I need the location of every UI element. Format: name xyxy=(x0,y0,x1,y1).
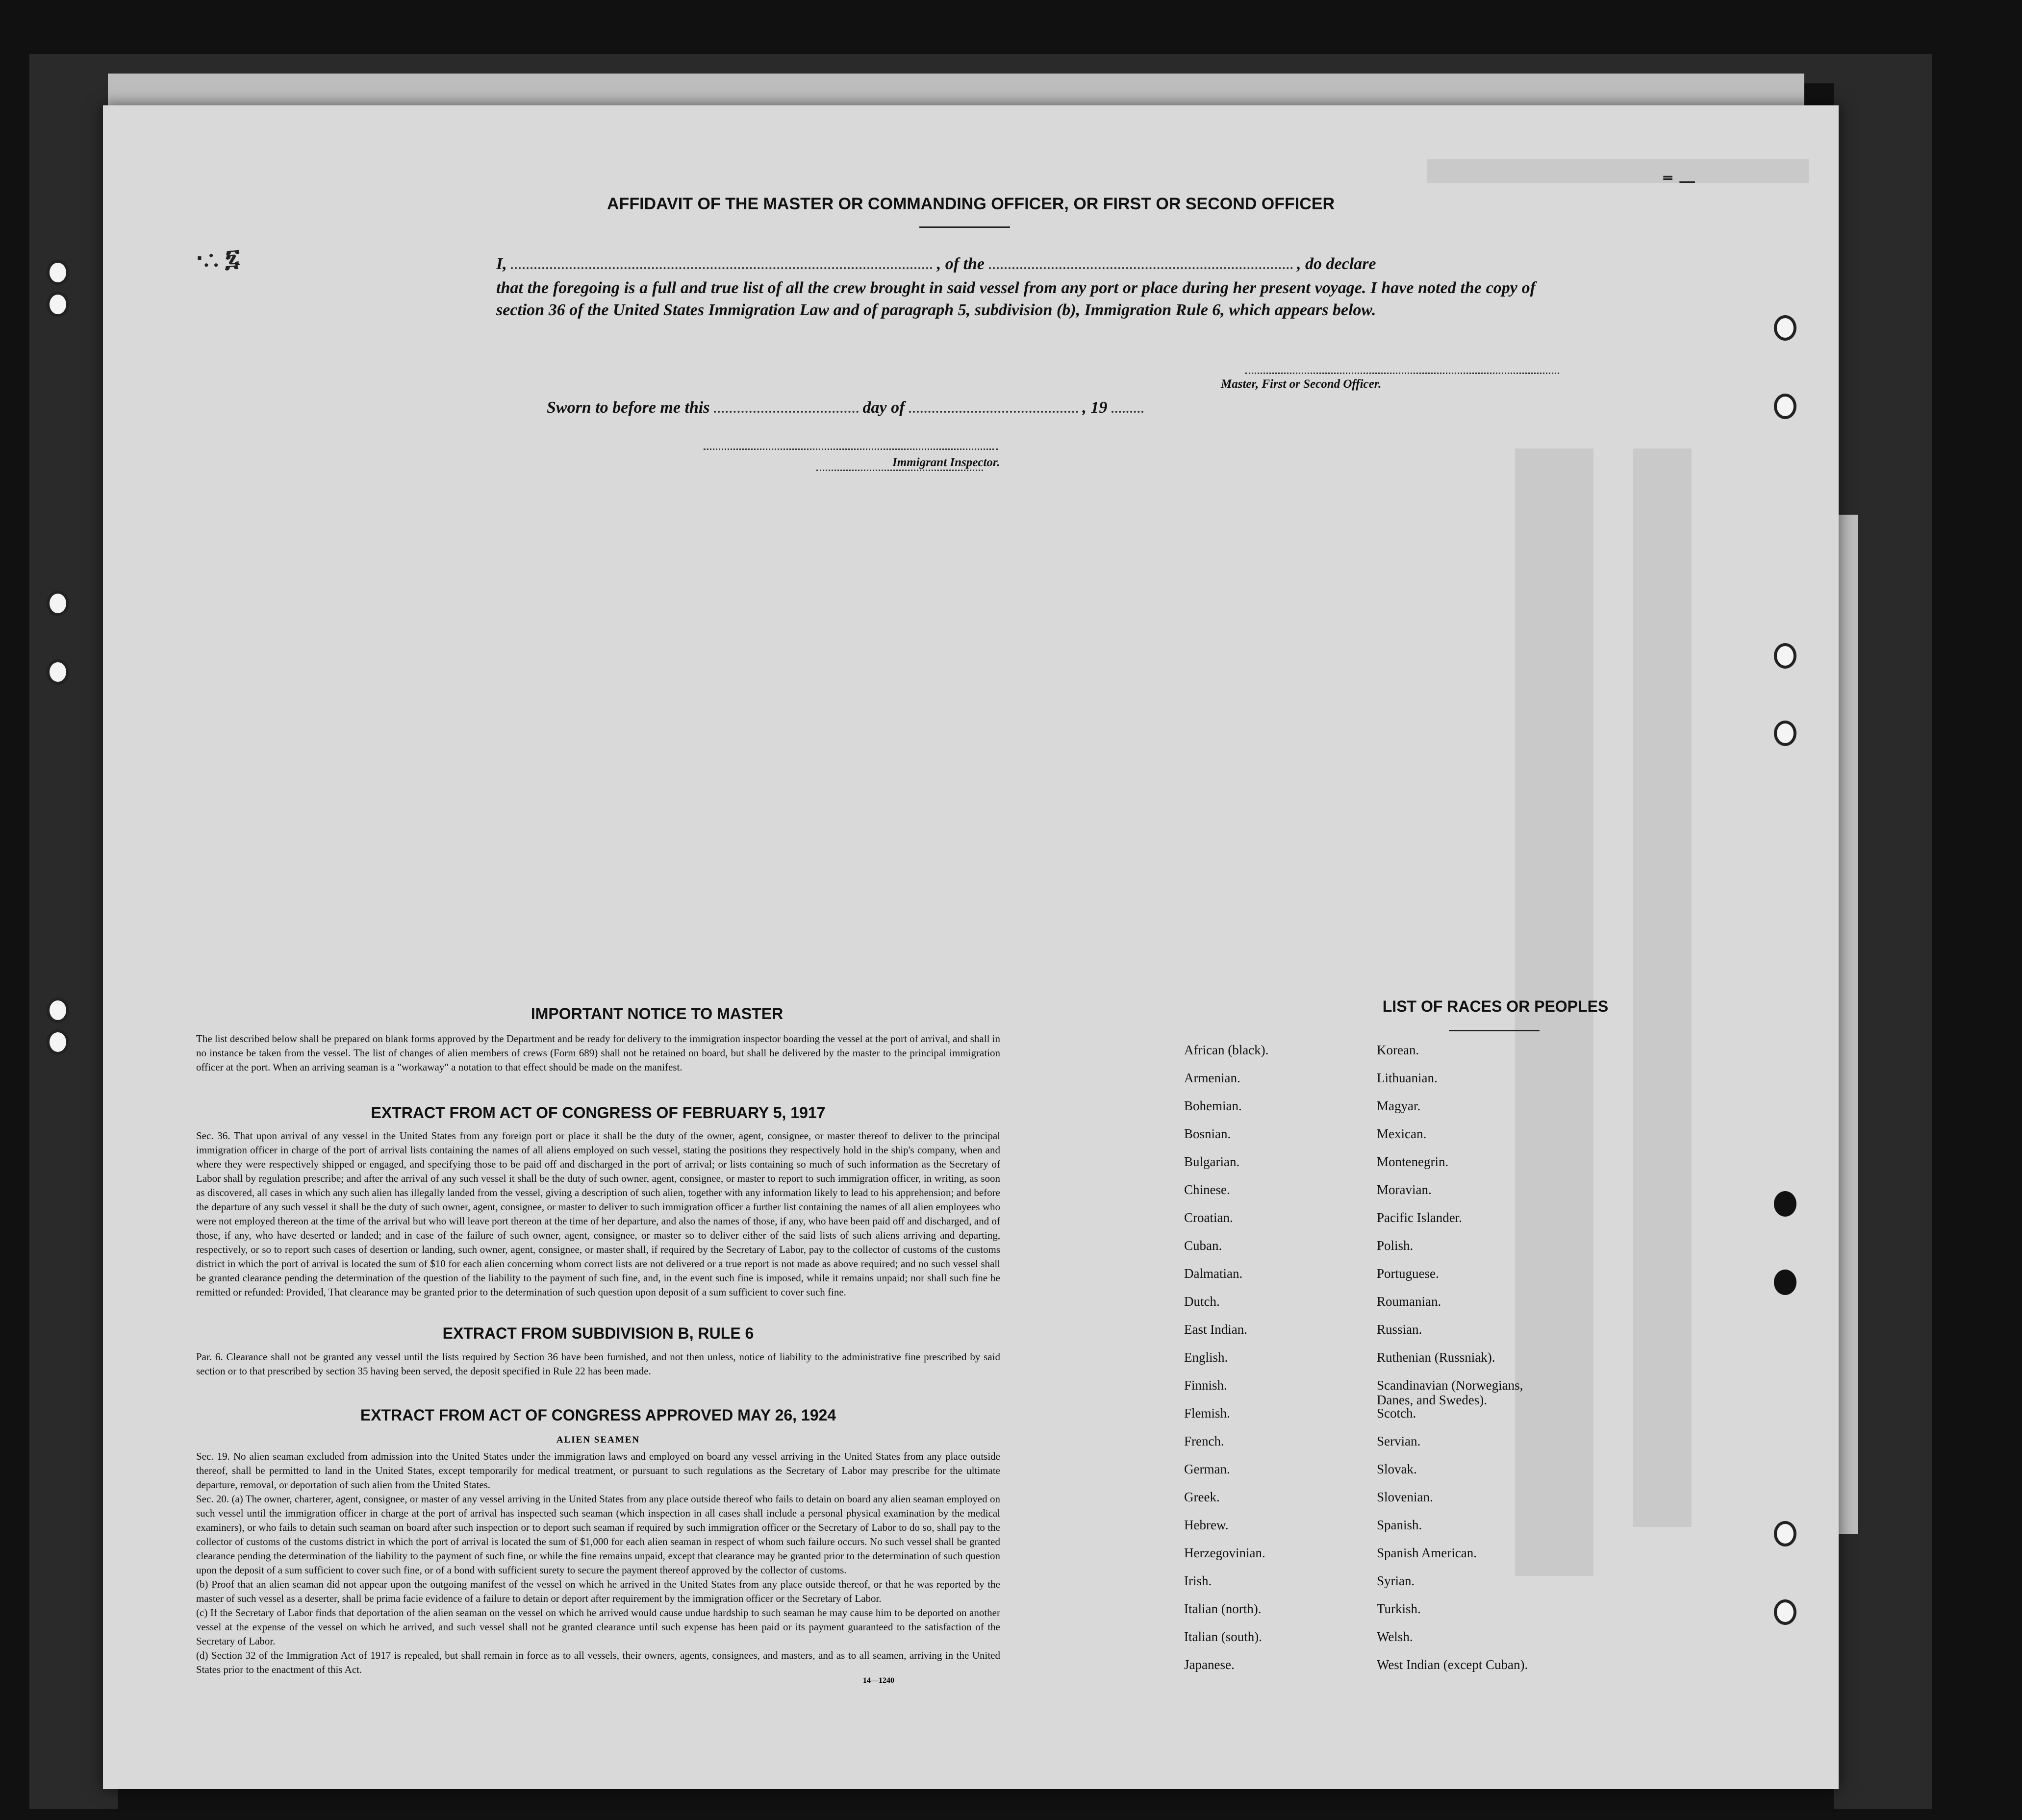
race-item: Cuban. xyxy=(1184,1238,1222,1253)
punch-hole xyxy=(1774,1191,1796,1217)
race-item: French. xyxy=(1184,1434,1224,1448)
punch-hole xyxy=(47,659,69,685)
race-item: English. xyxy=(1184,1350,1228,1365)
vessel-name-field[interactable] xyxy=(989,267,1293,269)
race-item: Ruthenian (Russniak). xyxy=(1377,1350,1495,1365)
of-the-label: , of the xyxy=(936,255,985,273)
rule-6-title: EXTRACT FROM SUBDIVISION B, RULE 6 xyxy=(442,1324,754,1342)
notice-title: IMPORTANT NOTICE TO MASTER xyxy=(531,1005,784,1022)
punch-hole xyxy=(1774,1599,1796,1625)
corner-mark-right: ⁼ ─ xyxy=(1662,170,1695,194)
race-item: Greek. xyxy=(1184,1490,1220,1504)
punch-hole xyxy=(47,1029,69,1055)
race-item: Lithuanian. xyxy=(1377,1071,1438,1085)
master-signature-caption: Master, First or Second Officer. xyxy=(1221,377,1382,391)
race-item: Scandinavian (Norwegians, Danes, and Swedes). xyxy=(1377,1378,1523,1407)
back-sheet-top xyxy=(108,74,1804,108)
race-item: Spanish American. xyxy=(1377,1546,1477,1560)
act-1924-title: EXTRACT FROM ACT OF CONGRESS APPROVED MAY 26, 1924 xyxy=(360,1406,836,1424)
race-item: Russian. xyxy=(1377,1322,1422,1337)
punch-hole xyxy=(47,997,69,1023)
race-item: Mexican. xyxy=(1377,1126,1427,1141)
sworn-day-field[interactable] xyxy=(714,411,859,413)
punch-hole xyxy=(1774,1270,1796,1295)
race-item: Dutch. xyxy=(1184,1294,1220,1309)
race-item: Moravian. xyxy=(1377,1182,1432,1197)
race-item: Bohemian. xyxy=(1184,1098,1242,1113)
act-1917-body: Sec. 36. That upon arrival of any vessel in the United States from any foreign port or place it shall be the duty of the owner, agent, consignee, or master thereof to deliver to the principal immigration officer in charge of the port of arrival lists containing the names of all aliens employed on such vessel, stating the positions they respectively hold in the ship's company, when and where they were respectively shipped or engaged, and specifying those to be paid off and discharged in the port of arrival; or lists containing so much of such information as the Secretary of Labor shall by regulation prescribe; and after the arrival of any such vessel it shall be the duty of such owner, agent, consignee, or master to report to such immigration officer, in writing, as soon as discovered, all cases in which any such alien has illegally landed from the vessel, giving a description of such alien, together with any information likely to lead to his apprehension; and before the departure of any such vessel it shall be the duty of such owner, agent, consignee, or master to deliver to such immigration officer a further list containing the names of all alien employees who were not employed thereon at the time of the arrival but who will leave port thereon at the time of her departure, and also the names of those, if any, who have been paid off and discharged, and of those, if any, who have deserted or landed; and in case of the failure of such owner, agent, consignee, or master so to deliver either of the said lists of such aliens arriving and departing, respectively, or so to report such cases of desertion or landing, such owner, agent, consignee, or master shall, if required by the Secretary of Labor, pay to the collector of customs of the customs district in which the port of arrival is located the sum of $10 for each alien concerning whom correct lists are not delivered or a true report is not made as above required; and no such vessel shall be granted clearance pending the determination of the question of the liability to the payment of such fine, and, in the event such fine is imposed, while it remains unpaid; nor shall such fine be remitted or refunded: Provided, That clearance may be granted prior to the determination of such question upon deposit of a sum sufficient to cover such fine. xyxy=(196,1130,1000,1298)
race-item: Finnish. xyxy=(1184,1378,1227,1393)
sec-20a-paragraph: Sec. 20. (a) The owner, charterer, agent, consignee, or master of any vessel arriving in the United States from any place outside thereof who fails to detain on board any alien seaman employed on such vessel until the immigration officer in charge at the port of arrival has inspected such seaman (which inspection in all cases shall include a personal physical examination by the medical examiners), or who fails to detain such seaman on board after such inspection or to deport such seaman if required by such immigration officer or the Secretary of Labor to do so, shall pay to the collector of customs of the customs district in which the port of arrival is located the sum of $1,000 for each alien seaman in respect of whom such failure occurs. No such vessel shall be granted clearance pending the determination of the liability to the payment of such fine, or while the fine remains unpaid, except that clearance may be granted prior to the determination of such question upon the deposit of a sum sufficient to cover such fine, or of a bond with sufficient surety to secure the payment thereof approved by the collector of customs. xyxy=(196,1493,1000,1576)
title-rule xyxy=(919,226,1010,228)
race-item: Dalmatian. xyxy=(1184,1266,1243,1281)
sec-19-paragraph: Sec. 19. No alien seaman excluded from admission into the United States under the immigration laws and employed on board any vessel arriving in the United States from any place outside thereof, shall be permitted to land in the United States, except temporarily for medical treatment, or pursuant to such regulations as the Secretary of Labor may prescribe for the ultimate departure, removal, or deportation of such alien from the United States. xyxy=(196,1450,1000,1491)
race-item: Welsh. xyxy=(1377,1629,1413,1644)
race-item: Flemish. xyxy=(1184,1406,1230,1421)
notice-body: The list described below shall be prepared on blank forms approved by the Department and be ready for delivery to the immigration inspector boarding the vessel at the port of arrival, and shall in no instance be taken from the vessel. The list of changes of alien members of crews (Form 689) shall not be retained on board, but shall be delivered by the master to the principal immigration officer at the port. When an arriving seaman is a "workaway" a notation to that effect should be made on the manifest. xyxy=(196,1033,1000,1073)
affidavit-statement: that the foregoing is a full and true list of all the crew brought in said vessel from any port or place during her present voyage. I have noted the copy of section 36 of the United States Immigration Law and of paragraph 5, subdivision (b), Immigration Rule 6, which appears below. xyxy=(496,279,1536,319)
bleed-through-header xyxy=(1427,159,1809,183)
race-item: Croatian. xyxy=(1184,1210,1233,1225)
races-title-rule xyxy=(1449,1030,1540,1031)
inspector-caption: Immigrant Inspector. xyxy=(892,456,1000,469)
race-item: Italian (north). xyxy=(1184,1601,1262,1616)
affidavit-title: AFFIDAVIT OF THE MASTER OR COMMANDING OFFICER, OR FIRST OR SECOND OFFICER xyxy=(607,195,1335,213)
sworn-prefix: Sworn to before me this xyxy=(547,399,710,417)
race-item: Pacific Islander. xyxy=(1377,1210,1462,1225)
race-item: Hebrew. xyxy=(1184,1518,1229,1532)
race-item: Portuguese. xyxy=(1377,1266,1439,1281)
punch-hole xyxy=(47,260,69,285)
race-item: Korean. xyxy=(1377,1043,1419,1057)
race-item: West Indian (except Cuban). xyxy=(1377,1657,1528,1672)
punch-hole xyxy=(1774,643,1796,669)
race-item: Herzegovinian. xyxy=(1184,1546,1265,1560)
race-item: Roumanian. xyxy=(1377,1294,1441,1309)
form-number: 14—1240 xyxy=(863,1676,894,1685)
race-item: Syrian. xyxy=(1377,1573,1415,1588)
sworn-month-field[interactable] xyxy=(909,411,1078,413)
races-list-left xyxy=(1184,1043,1370,1685)
sec-20c-paragraph: (c) If the Secretary of Labor finds that deportation of the alien seaman on the vessel on which he arrived would cause undue hardship to such seaman he may cause him to be deported on another vessel at the expense of the vessel on which he arrived, and such vessel shall not be granted clearance until such expense has been paid or its payment guaranteed to the satisfaction of the Secretary of Labor. xyxy=(196,1607,1000,1647)
do-declare-label: , do declare xyxy=(1297,255,1376,273)
punch-hole xyxy=(1774,394,1796,419)
race-item: Chinese. xyxy=(1184,1182,1230,1197)
race-item: Spanish. xyxy=(1377,1518,1422,1532)
corner-mark: ·∴ ፯ xyxy=(196,244,240,272)
race-item: Japanese. xyxy=(1184,1657,1235,1672)
punch-hole xyxy=(1774,1521,1796,1546)
alien-seamen-subtitle: ALIEN SEAMEN xyxy=(556,1435,640,1445)
race-item: Slovak. xyxy=(1377,1462,1417,1476)
race-item: East Indian. xyxy=(1184,1322,1247,1337)
sec-20b-paragraph: (b) Proof that an alien seaman did not appear upon the outgoing manifest of the vessel on which he arrived in the United States from any place outside thereof, or that he was reported by the master of such vessel as a deserter, shall be prima facie evidence of a failure to detain or deport after requirement by the immigration officer or the Secretary of Labor. xyxy=(196,1578,1000,1604)
punch-hole xyxy=(47,292,69,317)
race-item: Armenian. xyxy=(1184,1071,1240,1085)
races-list-right xyxy=(1377,1043,1583,1685)
race-item: Polish. xyxy=(1377,1238,1414,1253)
punch-hole xyxy=(47,591,69,616)
rule-6-body: Par. 6. Clearance shall not be granted any vessel until the lists required by Section 36 have been furnished, and not then unless, notice of liability to the administrative fine prescribed by said section or to that prescribed by section 35 having been served, the deposit specified in Rule 22 has been made. xyxy=(196,1351,1000,1377)
race-item: Bosnian. xyxy=(1184,1126,1231,1141)
inspector-signature-line-2 xyxy=(816,470,983,471)
act-1917-title: EXTRACT FROM ACT OF CONGRESS OF FEBRUARY 5, 1917 xyxy=(371,1104,826,1122)
race-item: Italian (south). xyxy=(1184,1629,1262,1644)
race-item: Slovenian. xyxy=(1377,1490,1433,1504)
document-page xyxy=(103,105,1839,1789)
race-item: African (black). xyxy=(1184,1043,1269,1057)
inspector-signature-line[interactable] xyxy=(704,449,998,450)
punch-hole xyxy=(1774,721,1796,746)
race-item: Montenegrin. xyxy=(1377,1154,1449,1169)
act-1924-body xyxy=(196,1449,1000,1677)
master-signature-line[interactable] xyxy=(1245,373,1559,374)
declarant-name-field[interactable] xyxy=(511,267,933,269)
word-i: I, xyxy=(496,255,507,273)
race-item: Irish. xyxy=(1184,1573,1212,1588)
sec-20d-paragraph: (d) Section 32 of the Immigration Act of 1917 is repealed, but shall remain in force as to all vessels, their owners, agents, consignees, and masters, and as to all seamen, arriving in the United States prior to the enactment of this Act. xyxy=(196,1649,1000,1675)
punch-hole xyxy=(1774,315,1796,341)
race-item: Magyar. xyxy=(1377,1098,1421,1113)
race-item: Servian. xyxy=(1377,1434,1421,1448)
sworn-year-field[interactable] xyxy=(1112,411,1143,413)
race-item: Turkish. xyxy=(1377,1601,1421,1616)
sworn-line xyxy=(547,399,1143,417)
race-item: Scotch. xyxy=(1377,1406,1416,1421)
race-item: Bulgarian. xyxy=(1184,1154,1240,1169)
year-prefix: , 19 xyxy=(1082,399,1108,417)
race-item: German. xyxy=(1184,1462,1230,1476)
bleed-through-column-2 xyxy=(1633,449,1692,1527)
day-of-label: day of xyxy=(862,399,905,417)
declarant-line xyxy=(496,255,1545,274)
races-title: LIST OF RACES OR PEOPLES xyxy=(1382,997,1609,1015)
